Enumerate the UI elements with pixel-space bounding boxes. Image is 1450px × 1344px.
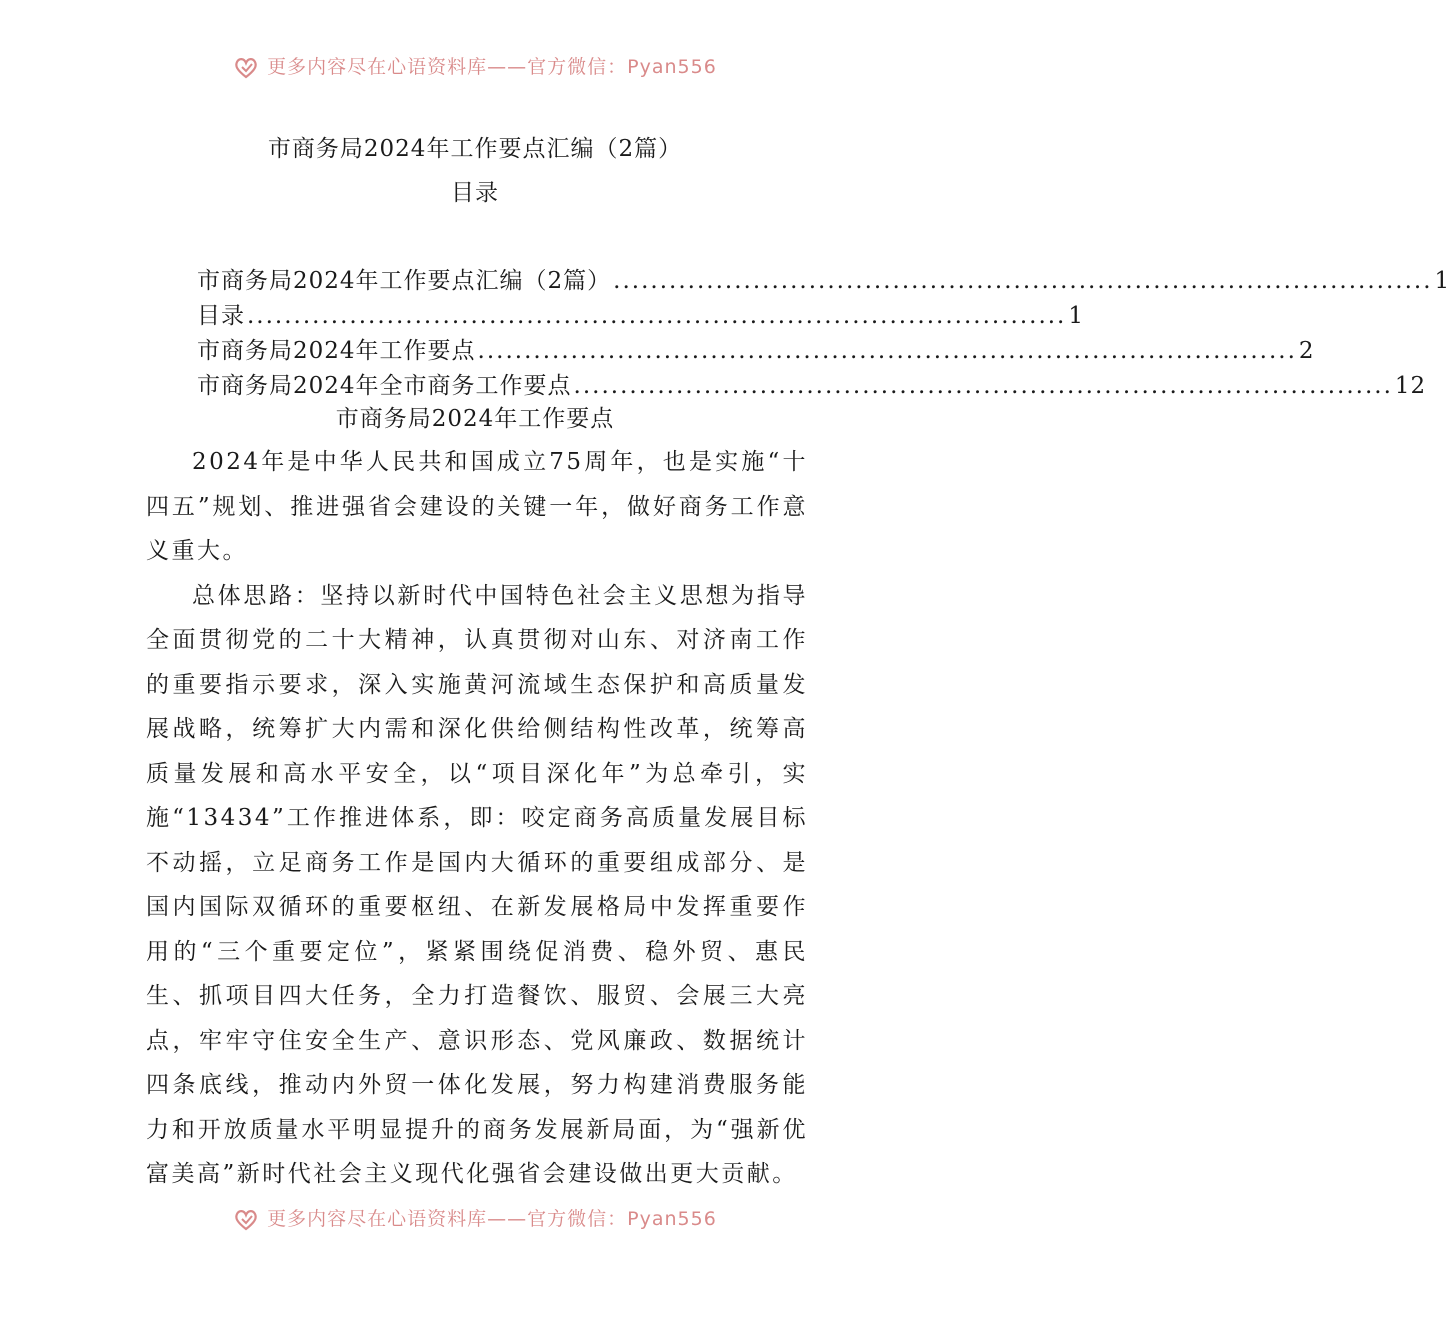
toc-leader-dots: ........................................................................................ <box>573 373 1393 399</box>
section-title: 市商务局2024年工作要点 <box>335 406 615 432</box>
heart-logo-icon <box>233 55 259 81</box>
toc-entry-label: 市商务局2024年工作要点 <box>197 338 476 364</box>
toc-entry-page: 12 <box>1394 373 1427 399</box>
toc-entry-page: 1 <box>1068 303 1085 329</box>
watermark-header <box>0 52 950 92</box>
toc-entry[interactable] <box>197 367 1427 402</box>
toc-entry[interactable] <box>197 332 1315 367</box>
toc-entry-label: 市商务局2024年工作要点汇编（2篇） <box>197 268 612 294</box>
toc-entry-page: 1 <box>1434 268 1450 294</box>
toc-entry[interactable] <box>197 262 1450 297</box>
toc-entry-page: 2 <box>1298 338 1315 364</box>
toc-leader-dots: ........................................................................................ <box>613 268 1433 294</box>
paragraph: 2024年是中华人民共和国成立75周年，也是实施“十四五”规划、推进强省会建设的关键一年，做好商务工作意义重大。 <box>146 449 808 564</box>
watermark-text: 更多内容尽在心语资料库——官方微信：Pyan556 <box>267 1207 717 1230</box>
toc-entry-label: 目录 <box>197 303 245 329</box>
paragraph: 总体思路：坚持以新时代中国特色社会主义思想为指导全面贯彻党的二十大精神，认真贯彻对山东、对济南工作的重要指示要求，深入实施黄河流域生态保护和高质量发展战略，统筹扩大内需和深化供给侧结构性改革，统筹高质量发展和高水平安全，以“项目深化年”为总牵引，实施“13434”工作推进体系，即：咬定商务高质量发展目标不动摇，立足商务工作是国内大循环的重要组成部分、是国内国际双循环的重要枢纽、在新发展格局中发挥重要作用的“三个重要定位”，紧紧围绕促消费、稳外贸、惠民生、抓项目四大任务，全力打造餐饮、服贸、会展三大亮点，牢牢守住安全生产、意识形态、党风廉政、数据统计四条底线，推动内外贸一体化发展，努力构建消费服务能力和开放质量水平明显提升的商务发展新局面，为“强新优富美高”新时代社会主义现代化强省会建设做出更大贡献。 <box>146 582 808 1187</box>
table-of-contents <box>197 262 1450 402</box>
toc-entry-label: 市商务局2024年全市商务工作要点 <box>197 373 572 399</box>
document-body <box>146 440 808 1197</box>
toc-heading: 目录 <box>451 180 499 206</box>
heart-logo-icon <box>233 1207 259 1233</box>
watermark-text: 更多内容尽在心语资料库——官方微信：Pyan556 <box>267 55 717 78</box>
toc-leader-dots: ........................................................................................ <box>477 338 1297 364</box>
document-title: 市商务局2024年工作要点汇编（2篇） <box>267 136 683 162</box>
toc-leader-dots: ........................................................................................ <box>247 303 1067 329</box>
watermark-footer <box>0 1204 950 1244</box>
toc-entry[interactable] <box>197 297 1085 332</box>
